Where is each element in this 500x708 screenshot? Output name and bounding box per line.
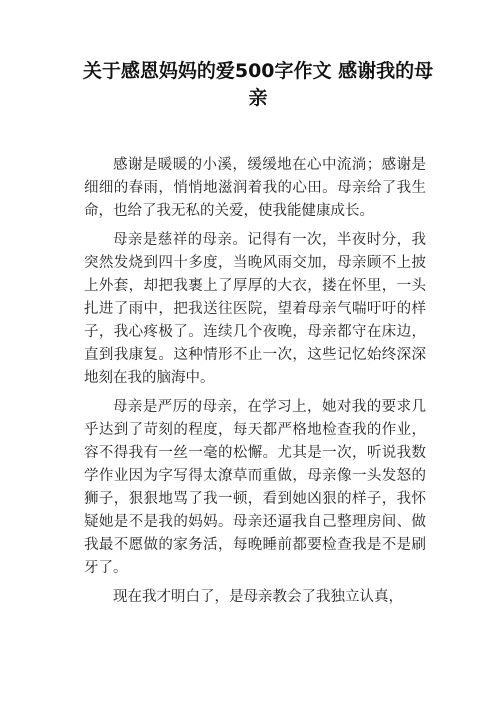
paragraph-1: 感谢是暖暖的小溪，缓缓地在心中流淌；感谢是细细的春雨，悄悄地滋润着我的心田。母亲给了我生命，也给了我无私的关爱，使我能健康成长。: [84, 157, 426, 219]
document-title: 关于感恩妈妈的爱500字作文 感谢我的母亲: [82, 60, 434, 109]
document-body: [84, 154, 426, 609]
paragraph-2: 母亲是慈祥的母亲。记得有一次，半夜时分，我突然发烧到四十多度，当晚风雨交加，母亲顾不上披上外套，却把我裹上了厚厚的大衣，搂在怀里，一头扎进了雨中，把我送往医院，望着母亲气喘吁吁的样子，我心疼极了。连续几个夜晚，母亲都守在床边，直到我康复。这种情形不止一次，这些记忆始终深深地刻在我的脑海中。: [84, 232, 426, 386]
paragraph-4: 现在我才明白了，是母亲教会了我独立认真，: [113, 589, 403, 605]
paragraph-3: 母亲是严厉的母亲，在学习上，她对我的要求几乎达到了苛刻的程度，每天都严格地检查我的作业，容不得我有一丝一毫的松懈。尤其是一次，听说我数学作业因为字写得太潦草而重做，母亲像一头发怒的狮子，狠狠地骂了我一顿，看到她凶狠的样子，我怀疑她是不是我的妈妈。母亲还逼我自己整理房间、做我最不愿做的家务活，每晚睡前都要检查我是不是刷牙了。: [84, 399, 426, 576]
